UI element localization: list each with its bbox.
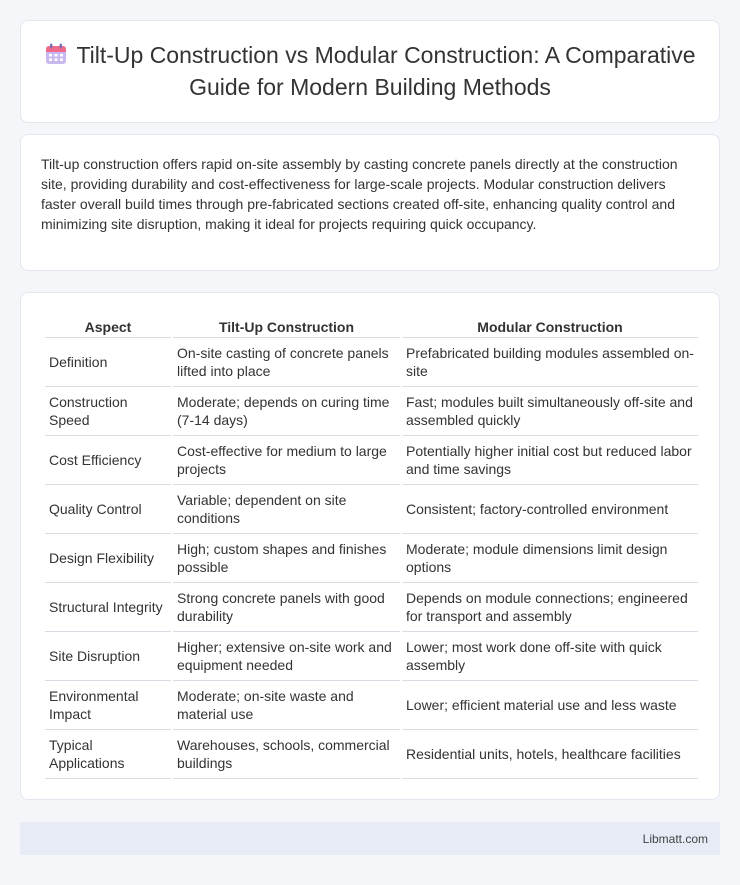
cell-modular: Depends on module connections; engineered for transport and assembly [402,583,698,632]
table-row [45,534,698,583]
comparison-table [43,315,700,779]
comparison-card [20,292,720,800]
page-title [41,41,699,102]
cell-modular: Residential units, hotels, healthcare facilities [402,730,698,779]
title-card [20,20,720,123]
header-tilt-up: Tilt-Up Construction [173,315,400,338]
cell-aspect: Definition [45,338,171,387]
table-row [45,632,698,681]
cell-modular: Lower; most work done off-site with quick assembly [402,632,698,681]
cell-aspect: Cost Efficiency [45,436,171,485]
cell-aspect: Structural Integrity [45,583,171,632]
cell-tilt-up: Moderate; depends on curing time (7-14 days) [173,387,400,436]
table-row [45,338,698,387]
table-header-row [45,315,698,338]
table-row [45,436,698,485]
cell-tilt-up: High; custom shapes and finishes possible [173,534,400,583]
intro-paragraph: Tilt-up construction offers rapid on-site assembly by casting concrete panels directly at the construction site, providing durability and cost-effectiveness for large-scale projects. Modular construction delivers faster overall build times through pre-fabricated sections created off-site, enhancing quality control and minimizing site disruption, making it ideal for projects requiring quick occupancy. [41,156,678,232]
cell-aspect: Environmental Impact [45,681,171,730]
cell-aspect: Design Flexibility [45,534,171,583]
table-row [45,681,698,730]
cell-aspect: Quality Control [45,485,171,534]
cell-tilt-up: Strong concrete panels with good durability [173,583,400,632]
cell-tilt-up: Warehouses, schools, commercial buildings [173,730,400,779]
cell-aspect: Construction Speed [45,387,171,436]
table-row [45,583,698,632]
footer-brand-link[interactable]: Libmatt.com [642,831,708,846]
page-title-text: Tilt-Up Construction vs Modular Construction: A Comparative Guide for Modern Building Methods [76,42,696,100]
footer [20,822,720,855]
cell-modular: Consistent; factory-controlled environment [402,485,698,534]
table-row [45,730,698,779]
cell-modular: Potentially higher initial cost but reduced labor and time savings [402,436,698,485]
header-aspect: Aspect [45,315,171,338]
cell-aspect: Typical Applications [45,730,171,779]
cell-tilt-up: Variable; dependent on site conditions [173,485,400,534]
cell-tilt-up: Moderate; on-site waste and material use [173,681,400,730]
table-row [45,387,698,436]
cell-modular: Moderate; module dimensions limit design options [402,534,698,583]
cell-modular: Lower; efficient material use and less waste [402,681,698,730]
cell-aspect: Site Disruption [45,632,171,681]
cell-tilt-up: On-site casting of concrete panels lifted into place [173,338,400,387]
calendar-icon [44,42,68,73]
header-modular: Modular Construction [402,315,698,338]
intro-card [20,134,720,271]
cell-tilt-up: Cost-effective for medium to large projects [173,436,400,485]
cell-modular: Prefabricated building modules assembled on-site [402,338,698,387]
table-row [45,485,698,534]
cell-tilt-up: Higher; extensive on-site work and equipment needed [173,632,400,681]
cell-modular: Fast; modules built simultaneously off-site and assembled quickly [402,387,698,436]
